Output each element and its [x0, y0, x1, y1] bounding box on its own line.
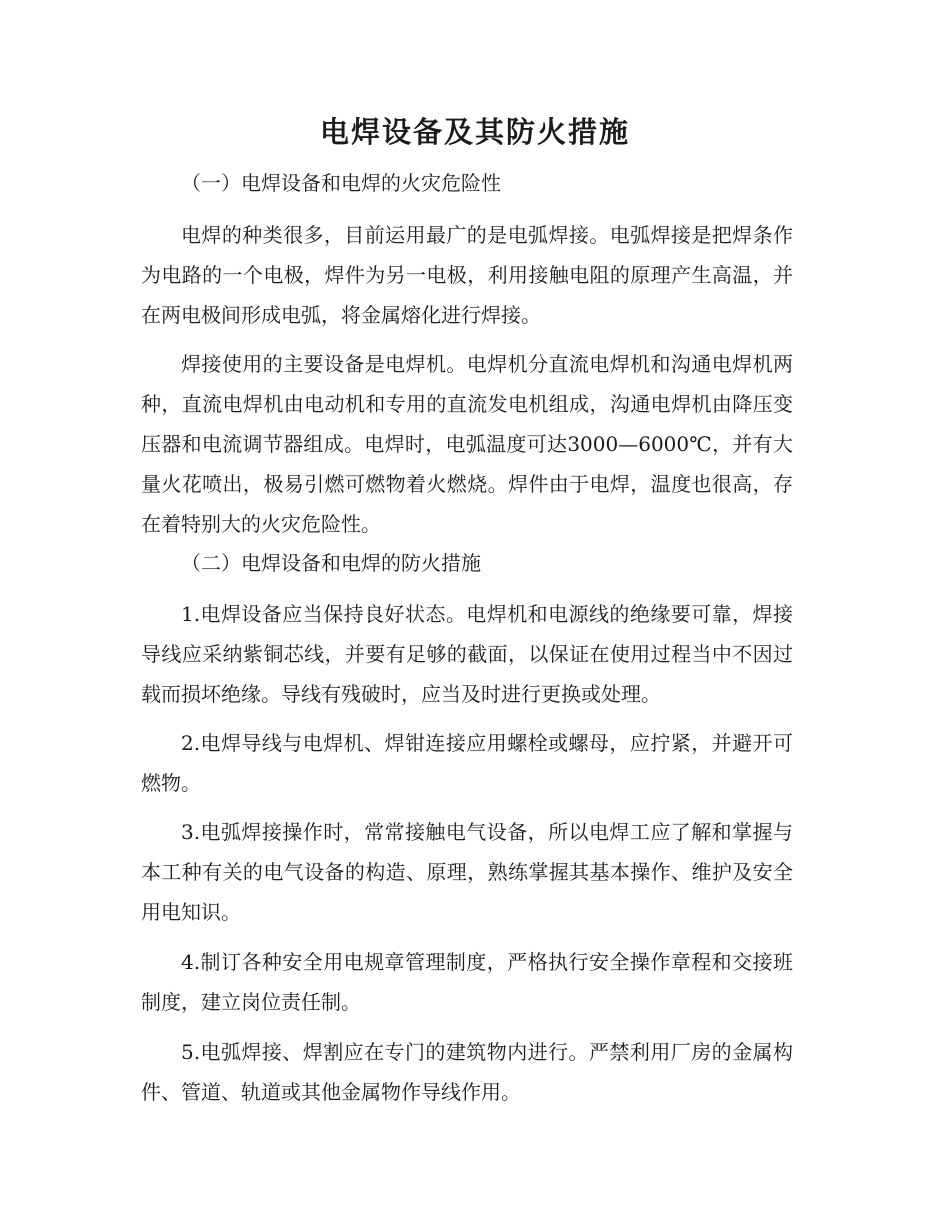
list-item-2: 2.电焊导线与电焊机、焊钳连接应用螺栓或螺母，应拧紧，并避开可燃物。 [141, 731, 793, 795]
list-item-4: 4.制订各种安全用电规章管理制度，严格执行安全操作章程和交接班制度，建立岗位责任制。 [141, 950, 793, 1014]
document-title: 电焊设备及其防火措施 [319, 115, 630, 149]
paragraph-2: 焊接使用的主要设备是电焊机。电焊机分直流电焊机和沟通电焊机两种，直流电焊机由电动机和专用的直流发电机组成，沟通电焊机由降压变压器和电流调节器组成。电焊时，电弧温度可达3000—6000℃，并有大量火花喷出，极易引燃可燃物着火燃烧。焊件由于电焊，温度也很高，存在着特别大的火灾危险性。 [141, 352, 793, 536]
list-item-5: 5.电弧焊接、焊割应在专门的建筑物内进行。严禁利用厂房的金属构件、管道、轨道或其他金属物作导线作用。 [141, 1040, 793, 1104]
section-heading-2: （二）电焊设备和电焊的防火措施 [181, 551, 481, 575]
list-item-3: 3.电弧焊接操作时，常常接触电气设备，所以电焊工应了解和掌握与本工种有关的电气设备的构造、原理，熟练掌握其基本操作、维护及安全用电知识。 [141, 820, 793, 924]
section-heading-1: （一）电焊设备和电焊的火灾危险性 [181, 171, 501, 195]
list-item-1: 1.电焊设备应当保持良好状态。电焊机和电源线的绝缘要可靠，焊接导线应采纳紫铜芯线，并要有足够的截面，以保证在使用过程当中不因过载而损坏绝缘。导线有残破时，应当及时进行更换或处理。 [141, 602, 793, 706]
paragraph-1: 电焊的种类很多，目前运用最广的是电弧焊接。电弧焊接是把焊条作为电路的一个电极，焊件为另一电极，利用接触电阻的原理产生高温，并在两电极间形成电弧，将金属熔化进行焊接。 [141, 223, 793, 327]
